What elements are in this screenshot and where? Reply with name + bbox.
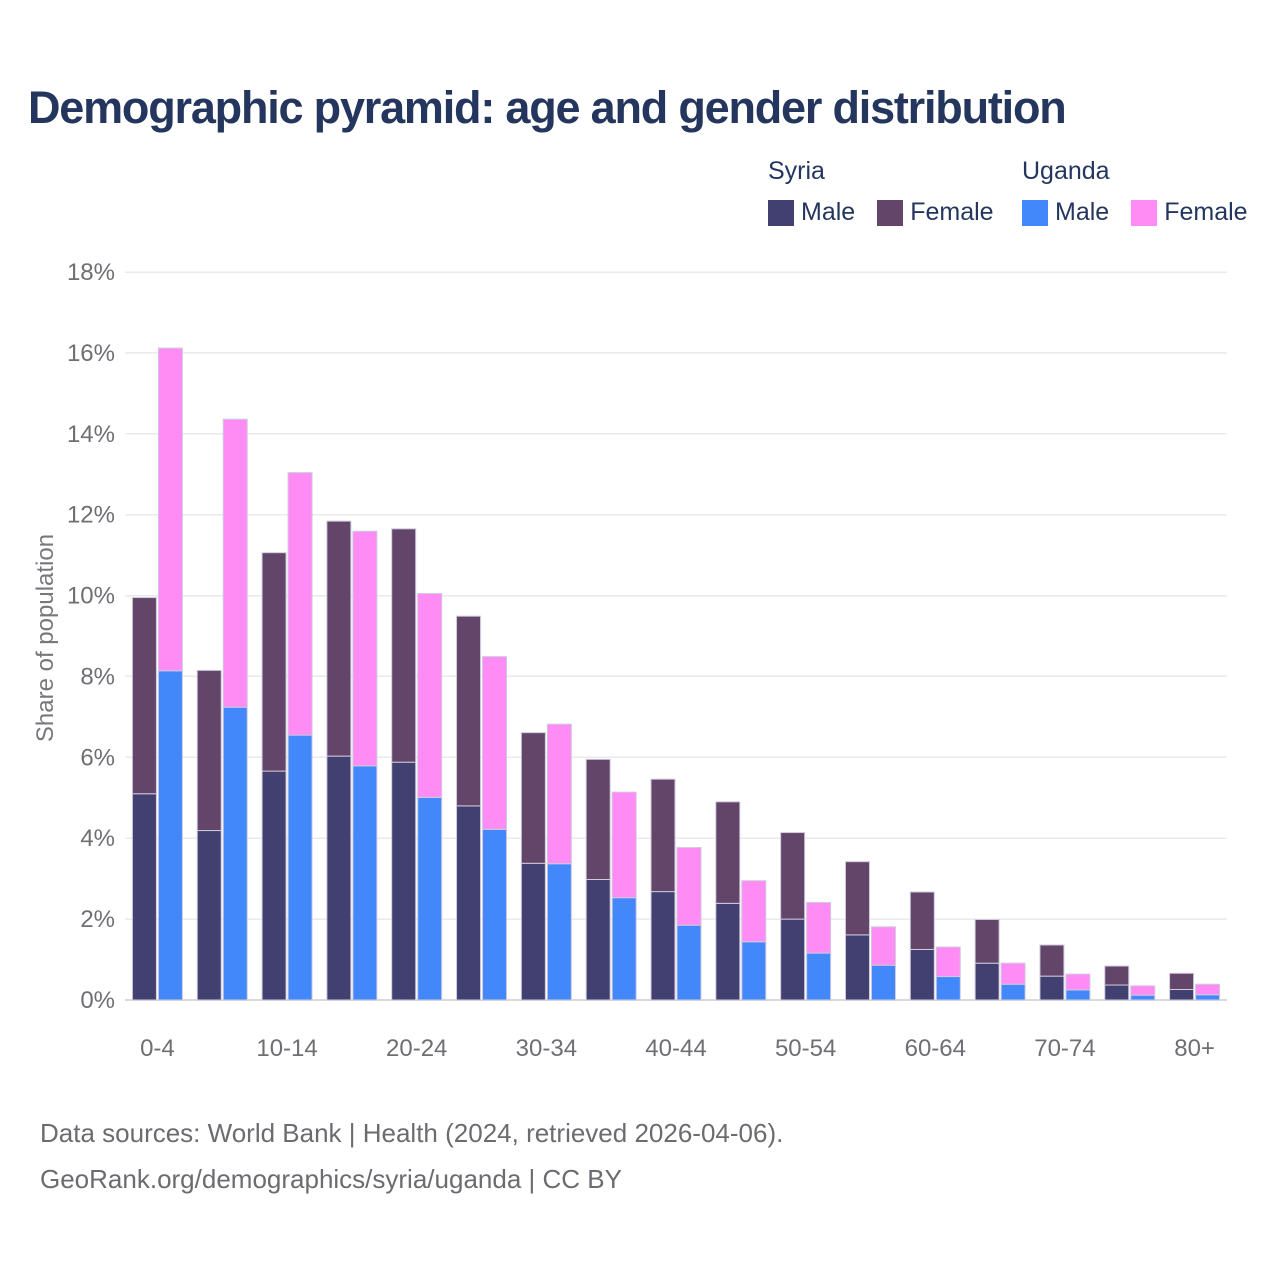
bar-syria-male-70-74 — [1040, 976, 1064, 1000]
y-tick-label-2%: 2% — [80, 906, 115, 934]
x-tick-label-40-44: 40-44 — [645, 1035, 707, 1062]
bar-uganda-male-10-14 — [288, 735, 312, 1000]
bar-uganda-female-0-4 — [158, 348, 182, 671]
bar-uganda-male-15-19 — [353, 766, 377, 1000]
bar-uganda-male-55-59 — [871, 965, 895, 1000]
bar-syria-male-20-24 — [392, 762, 416, 1000]
bar-syria-female-0-4 — [132, 598, 156, 794]
bar-uganda-female-65-69 — [1001, 963, 1025, 984]
y-tick-label-0%: 0% — [80, 987, 115, 1014]
bar-uganda-male-75-79 — [1131, 995, 1155, 1000]
bar-syria-male-10-14 — [262, 771, 286, 1000]
bar-syria-male-50-54 — [781, 919, 805, 1000]
page-title: Demographic pyramid: age and gender distribution — [28, 82, 1066, 133]
x-tick-label-0-4: 0-4 — [140, 1035, 175, 1062]
bar-uganda-male-60-64 — [936, 977, 960, 1000]
bar-uganda-female-50-54 — [807, 903, 831, 954]
bar-uganda-female-5-9 — [223, 419, 247, 707]
bar-syria-male-25-29 — [457, 806, 481, 1000]
legend-label-syria-female: Female — [910, 198, 994, 226]
legend-group-title-uganda: Uganda — [1022, 157, 1110, 185]
bar-uganda-female-80+ — [1196, 984, 1220, 995]
bar-syria-female-10-14 — [262, 553, 286, 771]
bar-uganda-male-70-74 — [1066, 990, 1090, 1000]
bar-syria-male-5-9 — [197, 831, 221, 1000]
bar-uganda-male-20-24 — [418, 797, 442, 1000]
y-tick-label-10%: 10% — [66, 582, 115, 610]
bar-syria-female-50-54 — [781, 833, 805, 920]
y-tick-label-8%: 8% — [80, 663, 115, 691]
y-tick-label-14%: 14% — [66, 420, 115, 448]
y-tick-label-6%: 6% — [80, 744, 115, 772]
bar-uganda-female-60-64 — [936, 947, 960, 977]
bar-uganda-female-15-19 — [353, 531, 377, 766]
bar-uganda-male-65-69 — [1001, 984, 1025, 1000]
bar-uganda-female-10-14 — [288, 473, 312, 735]
bar-syria-female-75-79 — [1105, 966, 1129, 985]
bar-syria-male-55-59 — [845, 935, 869, 1000]
bar-syria-male-65-69 — [975, 963, 999, 1000]
bar-syria-male-40-44 — [651, 892, 675, 1000]
y-tick-label-4%: 4% — [80, 825, 115, 853]
bar-syria-female-25-29 — [457, 616, 481, 806]
bar-uganda-male-80+ — [1196, 995, 1220, 1000]
legend-label-syria-male: Male — [801, 198, 856, 226]
bar-uganda-male-35-39 — [612, 898, 636, 1000]
bar-syria-male-30-34 — [521, 863, 545, 1000]
bar-uganda-female-40-44 — [677, 848, 701, 926]
bar-syria-male-60-64 — [910, 949, 934, 1000]
bar-syria-female-65-69 — [975, 920, 999, 964]
x-tick-label-60-64: 60-64 — [904, 1035, 966, 1062]
bar-syria-male-75-79 — [1105, 985, 1129, 1000]
bar-syria-female-55-59 — [845, 862, 869, 935]
bar-syria-male-45-49 — [716, 903, 740, 1000]
x-tick-label-30-34: 30-34 — [515, 1035, 578, 1062]
bar-syria-female-5-9 — [197, 670, 221, 830]
x-tick-label-50-54: 50-54 — [774, 1035, 837, 1062]
bar-syria-female-80+ — [1170, 973, 1194, 989]
bar-syria-male-15-19 — [327, 756, 351, 1000]
footer-sources-line: Data sources: World Bank | Health (2024, retrieved 2026-04-06). — [40, 1118, 784, 1148]
bar-syria-female-40-44 — [651, 779, 675, 891]
bar-uganda-male-25-29 — [483, 829, 507, 1000]
bar-uganda-male-40-44 — [677, 925, 701, 1000]
bar-syria-female-20-24 — [392, 529, 416, 762]
y-tick-label-18%: 18% — [66, 259, 115, 286]
footer-attribution-line: GeoRank.org/demographics/syria/uganda | CC BY — [40, 1164, 622, 1194]
bar-uganda-male-30-34 — [547, 864, 571, 1000]
bar-syria-male-80+ — [1170, 989, 1194, 1000]
x-tick-label-10-14: 10-14 — [256, 1035, 318, 1062]
legend-group-title-syria: Syria — [768, 157, 825, 185]
bar-syria-female-35-39 — [586, 759, 610, 879]
bar-syria-female-15-19 — [327, 521, 351, 756]
bar-syria-female-30-34 — [521, 733, 545, 864]
bar-uganda-female-75-79 — [1131, 986, 1155, 995]
x-tick-label-20-24: 20-24 — [386, 1035, 448, 1062]
bar-uganda-female-55-59 — [871, 927, 895, 965]
y-tick-label-16%: 16% — [66, 339, 115, 367]
bar-uganda-female-35-39 — [612, 792, 636, 898]
bar-syria-male-35-39 — [586, 879, 610, 1000]
y-axis-title: Share of population — [32, 533, 59, 743]
bar-uganda-male-45-49 — [742, 942, 766, 1000]
legend-label-uganda-female: Female — [1164, 198, 1248, 226]
bar-syria-female-45-49 — [716, 802, 740, 904]
x-tick-label-80+: 80+ — [1174, 1035, 1215, 1062]
bar-syria-female-60-64 — [910, 892, 934, 949]
footer — [40, 1110, 783, 1202]
bar-uganda-male-5-9 — [223, 707, 247, 1000]
bar-uganda-female-20-24 — [418, 594, 442, 798]
bar-uganda-female-25-29 — [483, 657, 507, 830]
x-tick-label-70-74: 70-74 — [1034, 1035, 1096, 1062]
bar-uganda-male-50-54 — [807, 953, 831, 1000]
bar-syria-female-70-74 — [1040, 945, 1064, 976]
legend-label-uganda-male: Male — [1055, 198, 1110, 226]
bar-uganda-female-45-49 — [742, 881, 766, 942]
y-tick-label-12%: 12% — [66, 501, 115, 529]
bar-syria-male-0-4 — [132, 794, 156, 1000]
bar-uganda-female-70-74 — [1066, 974, 1090, 990]
bar-uganda-male-0-4 — [158, 671, 182, 1000]
bar-uganda-female-30-34 — [547, 724, 571, 864]
